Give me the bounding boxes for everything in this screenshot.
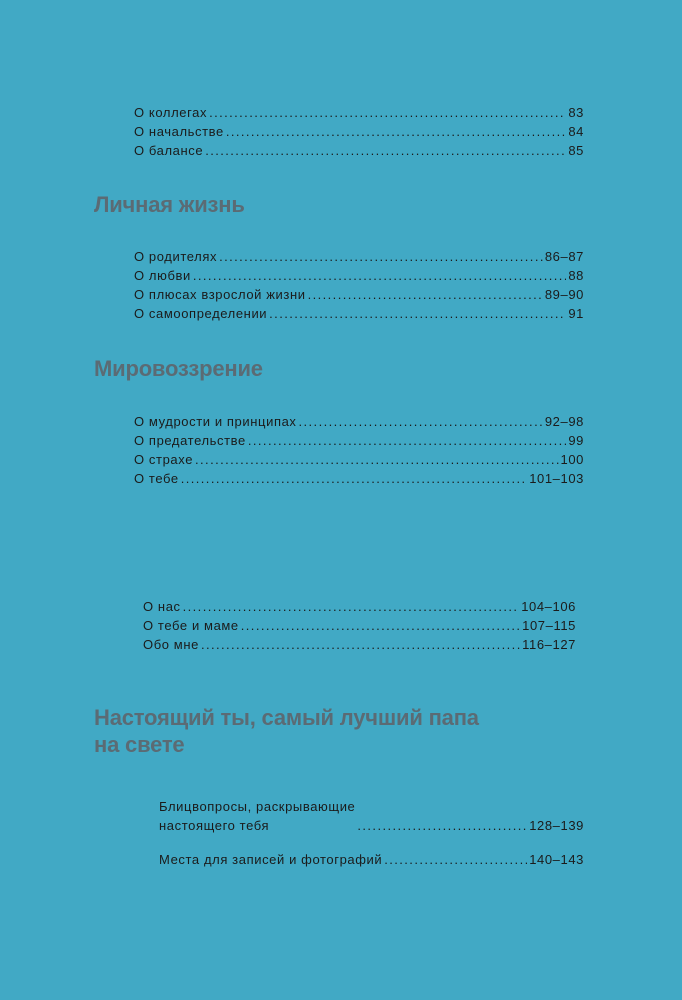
dot-leader [241,616,520,635]
toc-item-title: О начальстве [134,124,224,139]
toc-item-title: О тебе [134,471,179,486]
dot-leader [183,597,520,616]
toc-item-title: О самоопределении [134,306,268,321]
toc-item[interactable] [134,122,584,141]
toc-item-page: 140–143 [529,852,584,867]
toc-item-title: О балансе [134,143,204,158]
dot-leader [248,431,566,450]
toc-item-page: 100 [560,452,584,467]
toc-item-page: 107–115 [522,618,576,633]
toc-item-page: 88 [568,268,584,283]
toc-item[interactable] [143,635,576,654]
toc-item[interactable] [134,266,584,285]
toc-item-page: 99 [568,433,584,448]
dot-leader [181,469,527,488]
toc-item-title-line: настоящего тебя [159,818,270,833]
dot-leader [299,412,543,431]
toc-group-personal-life [134,247,584,323]
toc-item-title: О плюсах взрослой жизни [134,287,306,302]
dot-leader [205,141,566,160]
toc-item-page: 84 [568,124,584,139]
toc-item-page: 92–98 [544,414,584,429]
dot-leader [195,450,558,469]
dot-leader [357,816,527,835]
toc-item-title: О нас [143,599,181,614]
toc-group-work [134,103,584,160]
dot-leader [269,304,566,323]
section-heading [94,704,479,758]
toc-item-title: О предательстве [134,433,246,448]
toc-item-page: 128–139 [529,818,584,833]
toc-item[interactable] [134,141,584,160]
toc-item-page: 104–106 [521,599,576,614]
toc-item[interactable] [143,597,576,616]
toc-item-page: 89–90 [544,287,584,302]
toc-group-worldview [134,412,584,488]
toc-item[interactable] [159,850,584,869]
toc-item[interactable] [134,412,584,431]
toc-item-title: О коллегах [134,105,208,120]
dot-leader [193,266,566,285]
section-heading: Личная жизнь [94,192,245,217]
toc-item-title: О тебе и маме [143,618,239,633]
toc-item-title: О любви [134,268,191,283]
toc-item[interactable] [134,103,584,122]
toc-item-title: Обо мне [143,637,199,652]
toc-item[interactable] [134,450,584,469]
toc-item[interactable] [134,247,584,266]
dot-leader [384,850,527,869]
toc-item-page: 116–127 [522,637,576,652]
dot-leader [209,103,566,122]
toc-item[interactable] [134,469,584,488]
toc-item-page: 85 [568,143,584,158]
toc-item-page: 91 [568,306,584,321]
toc-item-title: О мудрости и принципах [134,414,297,429]
toc-group-family [143,597,576,654]
toc-item[interactable] [134,285,584,304]
section-heading-line: на свете [94,732,185,757]
toc-item-title-line: Блицвопросы, раскрывающие [159,799,356,814]
dot-leader [226,122,566,141]
toc-item[interactable] [159,797,584,835]
toc-item-title: О родителях [134,249,218,264]
toc-item-title: Места для записей и фотографий [159,852,383,867]
toc-item-page: 86–87 [544,249,584,264]
dot-leader [308,285,543,304]
toc-item-title: О страхе [134,452,194,467]
toc-item[interactable] [134,431,584,450]
section-heading: Мировоззрение [94,356,263,381]
toc-item-page: 101–103 [529,471,584,486]
section-heading-line: Настоящий ты, самый лучший папа [94,705,479,730]
dot-leader [219,247,543,266]
toc-item-page: 83 [568,105,584,120]
dot-leader [201,635,520,654]
toc-group-real-you [159,797,584,869]
toc-item-title [159,797,355,835]
toc-item[interactable] [143,616,576,635]
toc-item[interactable] [134,304,584,323]
